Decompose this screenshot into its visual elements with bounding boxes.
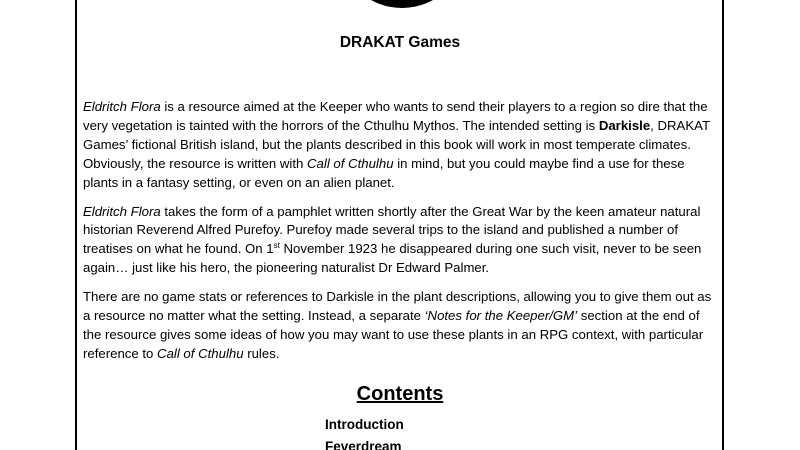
ordinal-suffix: st (273, 241, 280, 251)
text-run: is a resource aimed at the Keeper who wants to send their players to a region so dire that the very vegetation is tainted with the horrors of the Cthulhu Mythos. The intended setting is (83, 99, 708, 133)
intro-text (83, 98, 718, 374)
book-title: Eldritch Flora (83, 203, 161, 219)
intro-paragraph-1 (83, 98, 718, 193)
toc-item-feverdream[interactable]: Feverdream (325, 439, 402, 450)
contents-heading: Contents (356, 383, 444, 405)
text-run: in mind, but you could maybe find a use for these plants in a fantasy setting, or even on an alien planet. (83, 155, 685, 190)
table-of-contents (325, 414, 404, 450)
text-run: section at the end of the resource gives some ideas of how you may want to use these plants in an RPG context, with particular reference to (83, 308, 704, 361)
setting-name: Darkisle (598, 117, 651, 133)
intro-paragraph-2 (83, 203, 718, 279)
game-title: Call of Cthulhu (157, 345, 244, 361)
text-run: , DRAKAT Games’ fictional British island, but the plants described in this book will work in most temperate climates. Obviously, the resource is written with (83, 117, 710, 171)
text-run: takes the form of a pamphlet written shortly after the Great War by the keen amateur natural historian Reverend Alfred Purefoy. Purefoy made several trips to the island and published a number of treatises on what he found. On 1 (83, 203, 701, 257)
publisher-name: DRAKAT Games (339, 34, 461, 51)
toc-item-introduction[interactable]: Introduction (325, 417, 404, 432)
text-run: November 1923 he disappeared during one such visit, never to be seen again… just like his hero, the pioneering naturalist Dr Edward Palmer. (83, 241, 702, 276)
section-reference: ‘Notes for the Keeper/GM’ (424, 308, 578, 324)
text-run: rules. (243, 345, 280, 361)
intro-paragraph-3 (83, 288, 718, 364)
game-title: Call of Cthulhu (307, 155, 394, 171)
text-run: There are no game stats or references to Darkisle in the plant descriptions, allowing you to give them out as a resource no matter what the setting. Instead, a separate (83, 289, 712, 324)
book-title: Eldritch Flora (83, 99, 161, 114)
publisher-logo (338, 0, 466, 8)
